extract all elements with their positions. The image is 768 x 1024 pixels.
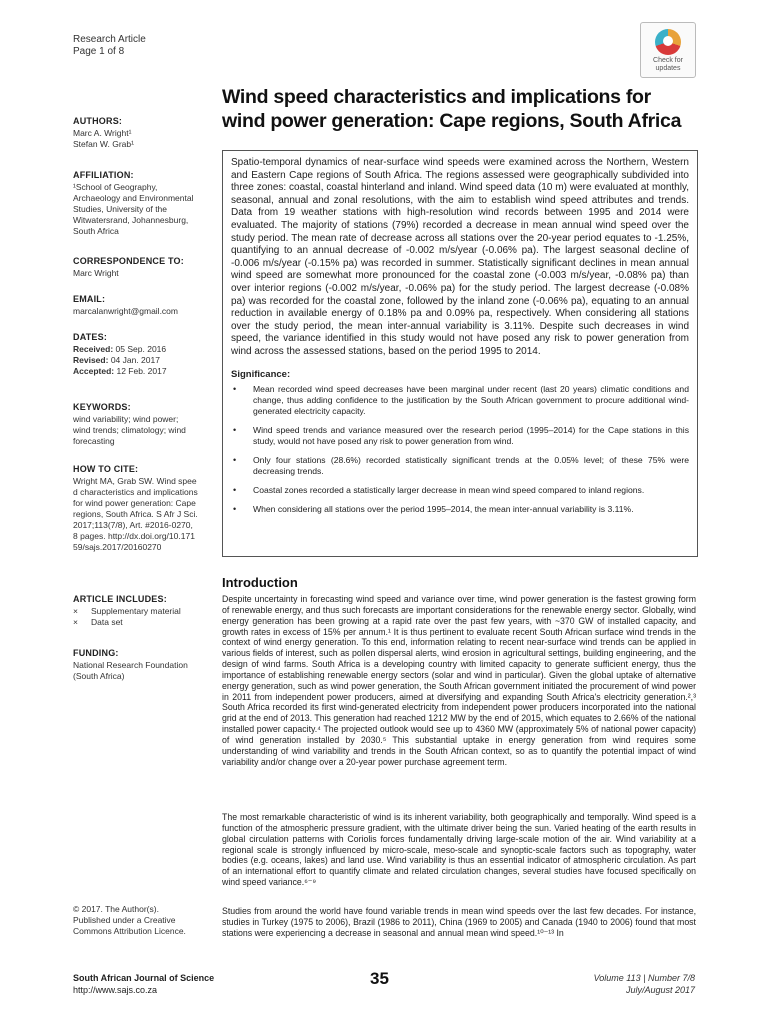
intro-paragraph-2: The most remarkable characteristic of wind is its inherent variability, both geographically and temporally. Wind speed is a function of the atmospheric pressure gradient, with the ultimate driver being the sun. Varied heating of the earth results in global circulation patterns with Coriolis forces fundamentally driving large-scale motion of the air. Wind variability at a regional scale is strongly influenced by micro-scale, meso-scale and synoptic-scale factors such as topography, water bodies (e.g. oceans, lakes) and land use. Wind variability is thus an essential indicator of atmospheric circulation. As part of an international effort to quantify climate and related circulation changes, several studies have focused specifically on wind speed variance.⁶⁻⁹ [222,812,696,888]
dates-heading: DATES: [73,332,108,342]
cross-icon: × [73,617,78,627]
include-dataset: × Data set [73,617,123,627]
date-accepted: Accepted: 12 Feb. 2017 [73,366,167,376]
abstract-text: Spatio-temporal dynamics of near-surface wind speeds were examined across the Northern, Western and Eastern Cape regions of South Africa. The regions assessed were geographically subdivided into three zones: coastal, coastal hinterland and inland. Wind speed data (10 m) were evaluated at monthly, seasonal, annual and zonal resolutions, with the aim to establish wind speed attributes and trends. Data from 19 weather stations with high-resolution wind records between 1995 and 2014 were evaluated. The majority of stations (79%) recorded a decrease in mean annual wind speed over the study period. The mean rate of decrease across all stations over the 20-year period equates to -1.25%, quantifying to an annual decrease of -0.002 m/s/year (-0.06% pa). The largest seasonal decline of -0.006 m/s/year (-0.15% pa) was recorded in summer. Statistically significant declines in mean annual wind speed are somewhat more pronounced for the coastal zone (-0.003 m/s/year, -0.08% pa) than over interior regions (-0.002 m/s/year, -0.06% pa) for the study period. The largest decrease (-0.08% pa) was recorded for the coastal zone, followed by the inland zone (-0.06% pa), equating to an annual reduction in available energy of 0.18% pa and 0.09% pa, respectively. When considering all stations over the study period, the mean inter-annual variability is 3.11%. Despite such decreases in wind speed, the variance identified in this study would not have posed any risk to power generation from wind across the assessed stations, based on the period 1995 to 2014. [231,157,689,357]
date-revised: Revised: 04 Jan. 2017 [73,355,160,365]
article-includes-heading: ARTICLE INCLUDES: [73,594,167,604]
email-heading: EMAIL: [73,294,106,304]
issue-date: July/August 2017 [625,985,695,995]
authors-heading: AUTHORS: [73,116,123,126]
affiliation-heading: AFFILIATION: [73,170,134,180]
significance-heading: Significance: [231,368,291,380]
authors-block [73,116,198,150]
author-2: Stefan W. Grab¹ [73,139,134,149]
article-type: Research Article [73,34,146,45]
how-to-cite-block [73,464,198,553]
date-received: Received: 05 Sep. 2016 [73,344,167,354]
article-title: Wind speed characteristics and implications for wind power generation: Cape regions, South Africa [222,86,682,132]
affiliation-text: ¹School of Geography, Archaeology and Environmental Studies, University of the Witwatersrand, Johannesburg, South Africa [73,182,194,236]
keywords-text: wind variability; wind power; wind trends; climatology; wind forecasting [73,414,186,446]
keywords-block [73,402,198,447]
journal-name: South African Journal of Science [73,973,215,983]
significance-item: • Wind speed trends and variance measured over the research period (1995–2014) for the Cape stations in this study, would not have posed any risk to power generation from wind. [231,425,689,447]
email-link[interactable]: marcalanwright@gmail.com [73,306,178,316]
dates-block [73,332,198,377]
significance-item: • Mean recorded wind speed decreases have been marginal under recent (last 20 years) climatic conditions and change, thus adding confidence to the justification by the South African government to procure additional wind-generated electricity capacity. [231,384,689,417]
license-text: © 2017. The Author(s). Published under a Creative Commons Attribution Licence. [73,904,186,936]
abstract-box [222,150,698,557]
significance-list [231,384,689,515]
significance-item: • Only four stations (28.6%) recorded statistically significant trends at the 0.05% level; of these 75% were decreasing trends. [231,455,689,477]
significance-item: • Coastal zones recorded a statistically larger decrease in mean wind speed compared to inland regions. [231,485,689,496]
citation-text[interactable]: Wright MA, Grab SW. Wind speed characteristics and implications for wind power generation: Cape regions, South Africa. S Afr J Sci. 2017;113(7/8), Art. #2016-0270, 8 pages. http://dx.doi.org/10.17159/sajs.2017/20160270 [73,476,198,552]
how-to-cite-heading: HOW TO CITE: [73,464,139,474]
significance-item: • When considering all stations over the period 1995–2014, the mean inter-annual variability is 3.11%. [231,504,689,515]
correspondence-name: Marc Wright [73,268,119,278]
check-for-updates-badge[interactable]: Check for updates [640,22,696,78]
funding-block [73,648,198,682]
author-1: Marc A. Wright¹ [73,128,132,138]
footer-right [594,972,695,996]
intro-paragraph-3: Studies from around the world have found variable trends in mean wind speeds over the last few decades. For instance, studies in Turkey (1975 to 2006), Brazil (1986 to 2011), China (1969 to 2005) and Canada (1940 to 2006) found that most stations were experiencing a decrease in seasonal and annual mean wind speed.¹⁰⁻¹³ In [222,906,696,938]
include-supplementary: × Supplementary material [73,606,181,616]
page-number: 35 [370,969,389,988]
page-info: Page 1 of 8 [73,46,125,57]
footer-left [73,972,214,996]
correspondence-block [73,256,198,279]
introduction-heading: Introduction [222,575,298,590]
license-block [73,904,198,937]
funding-text: National Research Foundation (South Africa) [73,660,188,681]
funding-heading: FUNDING: [73,648,119,658]
keywords-heading: KEYWORDS: [73,402,131,412]
cross-icon: × [73,606,78,616]
article-includes-block [73,594,198,628]
correspondence-heading: CORRESPONDENCE TO: [73,256,184,266]
running-header [73,34,146,58]
intro-paragraph-1: Despite uncertainty in forecasting wind speed and variance over time, wind power generation is the fastest growing form of renewable energy, and thus such forecasts are important considerations for the renewable energy sector. Globally, wind energy generation has been growing at a rapid rate over the past few years, with ~370 GW of installed capacity, and growth rates in excess of 15% per annum.¹ It is thus pertinent to evaluate recent South African surface wind trends in the context of wind energy generation. To this end, information relating to recent near-surface wind trends can be applied in various fields of interest, such as pollen dispersal alerts, wind erosion in agricultural settings, building engineering, and the design of wind farms. South Africa is a developing country with limited capacity to generate sufficient energy, thus the importance of establishing renewable energy sectors (solar and wind in particular). Given the global uptake of alternative energy generation, such as wind power generation, the South African government initiated the procurement of wind power in 2011 from independent power producers, aimed at diversifying and expanding South Africa's electricity generation.²,³ South Africa recorded its first wind-generated electricity from independent power producers incorporated into the national grid at the end of 2013. This generation had reached 1212 MW by the end of 2015, which equates to 2.66% of the national installed power capacity.⁴ The projected outlook would see up to 4360 MW (approximately 5% of national power capacity) of wind generation installed by 2030.⁵ This substantial uptake in energy generation from wind requires some understanding of wind variability and trends in the South African context, so as to quantify the potential impact of wind variability and/or change over a 20-year power purchase agreement term. [222,594,696,767]
email-block [73,294,198,317]
journal-url[interactable]: http://www.sajs.co.za [73,985,158,995]
affiliation-block [73,170,198,237]
crossmark-icon [655,29,681,55]
volume-info: Volume 113 | Number 7/8 [593,973,695,983]
